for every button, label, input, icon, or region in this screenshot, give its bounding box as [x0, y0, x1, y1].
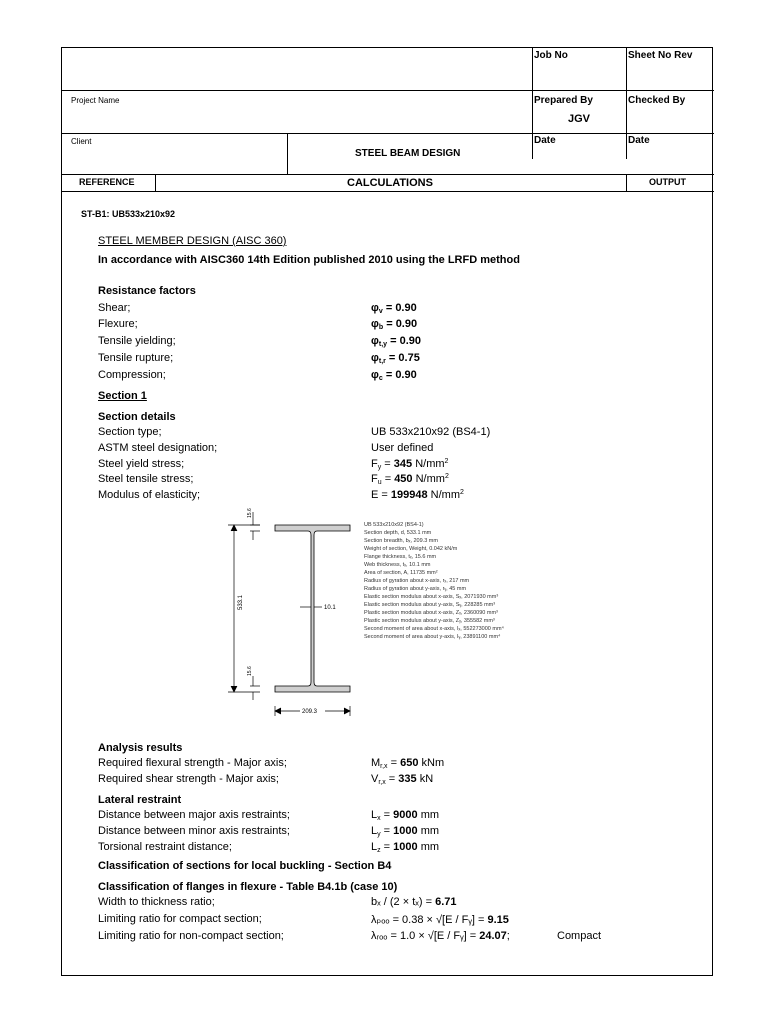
vrx-value: $V_{r,x} = 335$ kN [371, 773, 434, 786]
section-property: Radius of gyration about x-axis, rₓ, 217 mm [364, 578, 470, 584]
intro-text: In accordance with AISC360 14th Edition published 2010 using the LRFD method [98, 254, 520, 266]
web-dim-label: 10.1 [324, 605, 336, 611]
header-divider [62, 174, 714, 175]
top-flange-dim-label: 15.6 [247, 508, 253, 518]
header-divider [287, 133, 288, 174]
job-no-label: Job No [534, 50, 568, 61]
sheet-no-rev-label: Sheet No Rev [628, 50, 693, 61]
lim-noncompact-label: Limiting ratio for non-compact section; [98, 930, 284, 942]
fu-label: Steel tensile stress; [98, 473, 194, 485]
analysis-heading: Analysis results [98, 742, 183, 754]
wt-value: bₓ / (2 × tₓ) = 6.71 [371, 896, 457, 908]
member-id: ST-B1: UB533x210x92 [81, 209, 176, 219]
lim-noncompact-value: λᵣₒₒ = 1.0 × √[E / Fᵧ] = 24.07; [371, 930, 510, 942]
bottom-flange-dim-label: 15.6 [247, 666, 253, 676]
flanges-heading: Classification of flanges in flexure - Table B4.1b (case 10) [98, 881, 398, 893]
wt-label: Width to thickness ratio; [98, 896, 215, 908]
header-divider [155, 174, 156, 191]
prepared-by-label: Prepared By [534, 95, 593, 106]
resistance-value: $\varphi_c = 0.90$ [371, 369, 417, 382]
section-property: Section depth, d, 533.1 mm [364, 530, 432, 536]
ly-value: $L_y = 1000$ mm [371, 825, 440, 838]
classification-heading: Classification of sections for local buckling - Section B4 [98, 860, 392, 872]
section-property: Second moment of area about y-axis, Iᵧ, 23891100 mm⁴ [364, 634, 501, 640]
header-divider [626, 174, 627, 191]
e-value: E = 199948 $N/mm^2$ [371, 489, 464, 501]
reference-column-header: REFERENCE [79, 177, 135, 187]
section-type-value: UB 533x210x92 (BS4-1) [371, 426, 491, 438]
i-beam-shape [275, 525, 350, 692]
output-column-header: OUTPUT [649, 177, 686, 187]
section-heading: STEEL MEMBER DESIGN (AISC 360) [98, 235, 287, 247]
section-details-heading: Section details [98, 411, 176, 423]
resistance-value: $\varphi_v = 0.90$ [371, 302, 417, 315]
section-property: UB 533x210x92 (BS4-1) [364, 522, 424, 528]
width-dim-label: 209.3 [302, 709, 318, 715]
lx-value: $L_x = 9000$ mm [371, 809, 440, 822]
astm-value: User defined [371, 442, 434, 454]
e-label: Modulus of elasticity; [98, 489, 201, 501]
section-property: Radius of gyration about y-axis, rᵧ, 45 mm [364, 586, 467, 592]
header-divider [62, 90, 714, 91]
section-property: Plastic section modulus about y-axis, Zᵧ, 355582 mm³ [364, 618, 495, 624]
resistance-value: $\varphi_{t,r} = 0.75$ [371, 352, 420, 365]
header-divider [532, 48, 533, 159]
date-label: Date [628, 135, 650, 146]
fu-value: $F_u = 450$ $N/mm^2$ [371, 473, 449, 486]
section-property: Flange thickness, tₓ, 15.6 mm [364, 554, 437, 560]
depth-dim-label: 533.1 [238, 594, 244, 610]
section1-heading: Section 1 [98, 390, 147, 402]
section-property: Second moment of area about x-axis, Iₓ, 552273000 mm⁴ [364, 626, 504, 632]
resistance-label: Flexure; [98, 318, 138, 330]
lx-label: Distance between major axis restraints; [98, 809, 290, 821]
lz-value: $L_z = 1000$ mm [371, 841, 440, 854]
lz-label: Torsional restraint distance; [98, 841, 232, 853]
mrx-label: Required flexural strength - Major axis; [98, 757, 287, 769]
header-divider [62, 133, 714, 134]
resistance-label: Shear; [98, 302, 131, 314]
lim-compact-value: λₚₒₒ = 0.38 × √[E / Fᵧ] = 9.15 [371, 914, 509, 926]
project-name-label: Project Name [71, 96, 120, 105]
depth-dimension [228, 525, 260, 692]
section-property: Section breadth, bₓ, 209.3 mm [364, 538, 438, 544]
checked-by-label: Checked By [628, 95, 686, 106]
lateral-heading: Lateral restraint [98, 794, 182, 806]
section-property: Weight of section, Weight, 0.042 kN/m [364, 546, 458, 552]
section-property: Area of section, A, 11735 mm² [364, 570, 438, 576]
mrx-value: $M_{r,x} = 650$ kNm [371, 757, 445, 770]
date-label: Date [534, 135, 556, 146]
resistance-value: $\varphi_{t,y} = 0.90$ [371, 335, 421, 348]
vrx-label: Required shear strength - Major axis; [98, 773, 279, 785]
resistance-heading: Resistance factors [98, 285, 196, 297]
compact-result: Compact [557, 930, 602, 942]
resistance-label: Tensile rupture; [98, 352, 174, 364]
header-divider [626, 48, 627, 159]
document-title: STEEL BEAM DESIGN [355, 148, 461, 159]
fy-label: Steel yield stress; [98, 458, 185, 470]
prepared-by-value: JGV [568, 113, 591, 125]
fy-value: $F_y = 345$ $N/mm^2$ [371, 458, 449, 471]
astm-label: ASTM steel designation; [98, 442, 218, 454]
section-property: Plastic section modulus about x-axis, Zₓ, 2360090 mm³ [364, 610, 498, 616]
bottom-flange-dimension [250, 676, 260, 700]
section-property: Elastic section modulus about x-axis, Sₓ, 2071930 mm³ [364, 594, 499, 600]
section-diagram [220, 500, 370, 800]
header-divider [62, 191, 714, 192]
section-property: Elastic section modulus about y-axis, Sᵧ, 228285 mm³ [364, 602, 496, 608]
calculations-column-header: CALCULATIONS [347, 177, 433, 189]
resistance-label: Tensile yielding; [98, 335, 176, 347]
section-property: Web thickness, tₓ, 10.1 mm [364, 562, 431, 568]
ly-label: Distance between minor axis restraints; [98, 825, 290, 837]
lim-compact-label: Limiting ratio for compact section; [98, 913, 262, 925]
section-type-label: Section type; [98, 426, 162, 438]
resistance-value: $\varphi_b = 0.90$ [371, 318, 418, 331]
client-label: Client [71, 137, 92, 146]
resistance-label: Compression; [98, 369, 166, 381]
section-properties-list [364, 521, 504, 641]
